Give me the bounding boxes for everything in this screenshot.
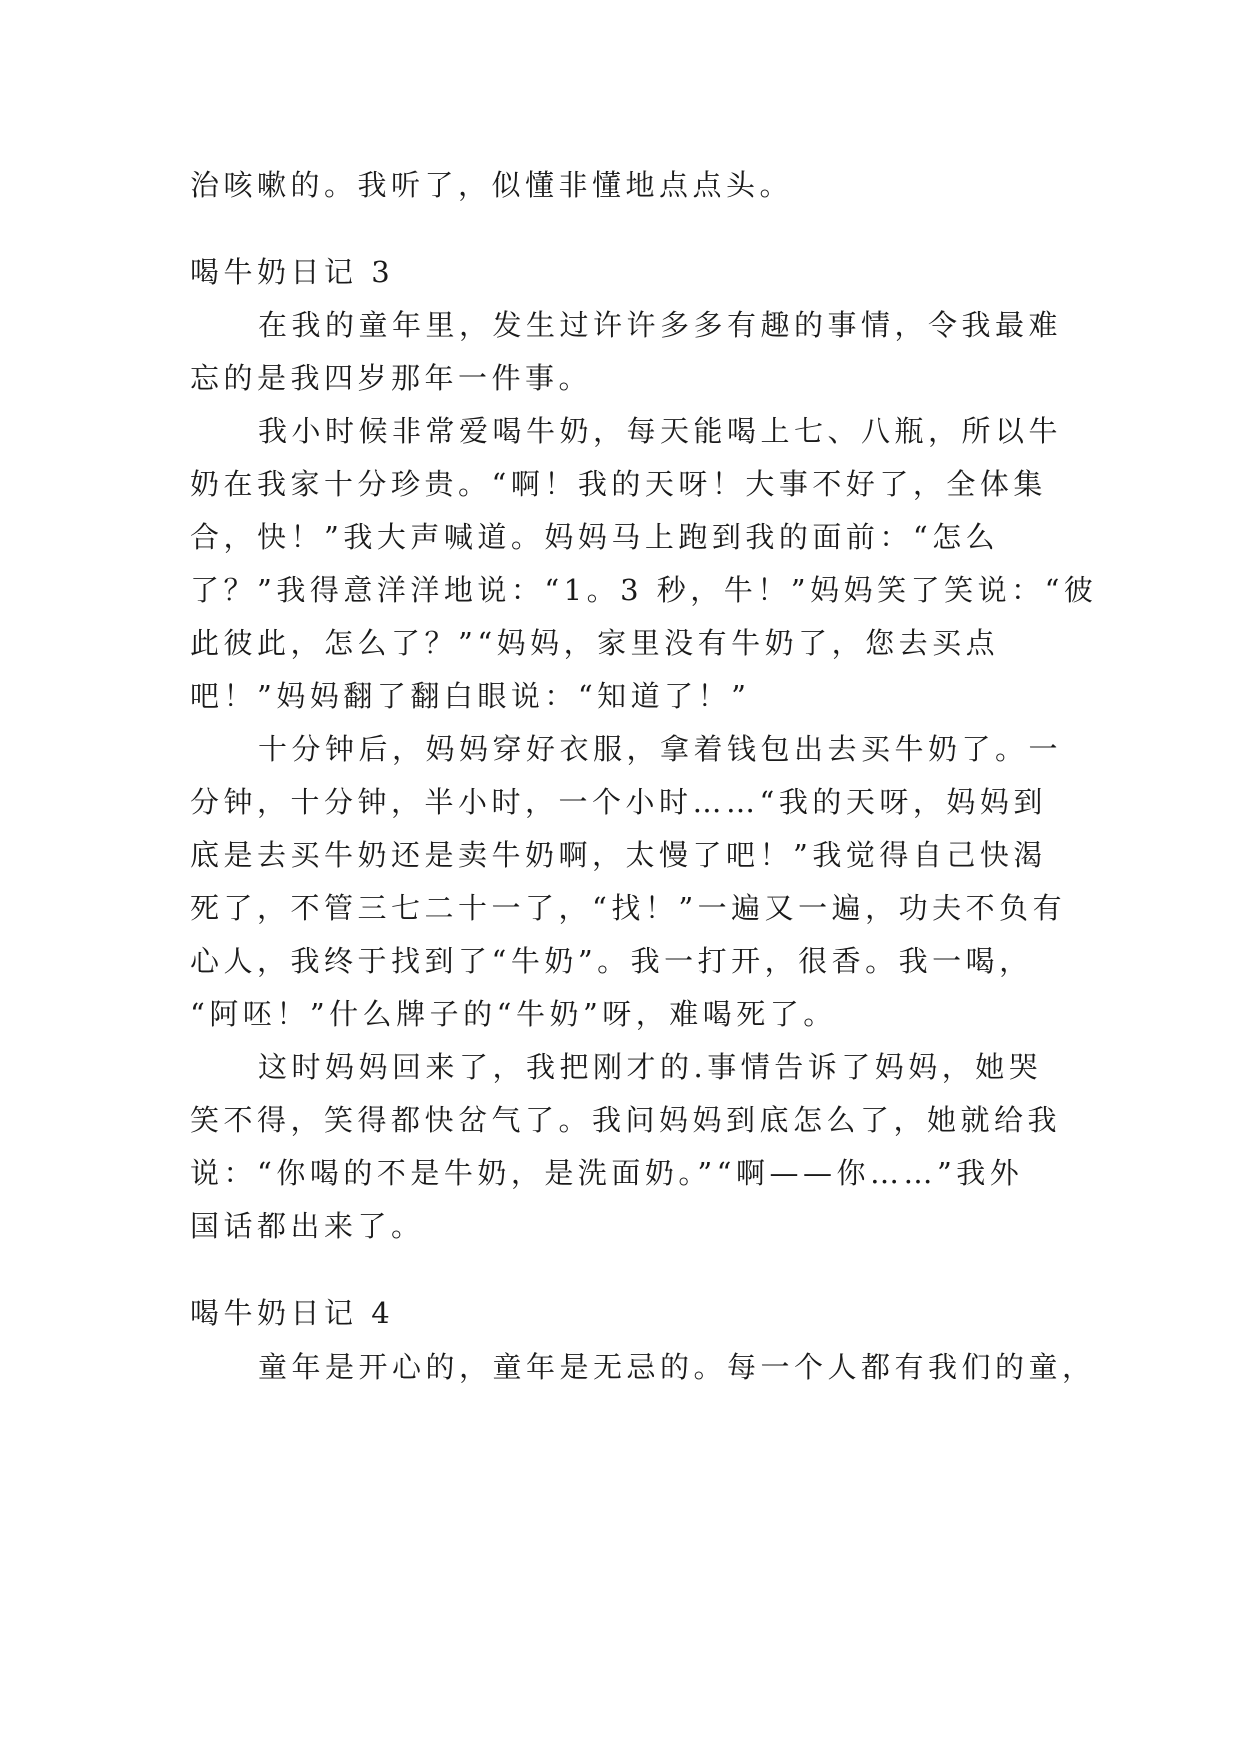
paragraph-line: 忘的是我四岁那年一件事。 bbox=[190, 361, 593, 395]
paragraph-line: 我小时候非常爱喝牛奶，每天能喝上七、八瓶，所以牛 bbox=[258, 414, 1063, 448]
paragraph-line: 分钟，十分钟，半小时，一个小时……“我的天呀，妈妈到 bbox=[190, 785, 1047, 819]
section-heading: 喝牛奶日记 3 bbox=[190, 255, 395, 289]
paragraph-line: 治咳嗽的。我听了，似懂非懂地点点头。 bbox=[190, 168, 794, 202]
paragraph-line: 奶在我家十分珍贵。“啊！我的天呀！大事不好了，全体集 bbox=[190, 467, 1047, 501]
paragraph-line: 国话都出来了。 bbox=[190, 1209, 425, 1243]
paragraph-line: 说：“你喝的不是牛奶，是洗面奶。”“啊——你……”我外 bbox=[190, 1156, 1024, 1190]
paragraph-line: 在我的童年里，发生过许许多多有趣的事情，令我最难 bbox=[258, 308, 1063, 342]
paragraph-line: 十分钟后，妈妈穿好衣服，拿着钱包出去买牛奶了。一 bbox=[258, 732, 1063, 766]
paragraph-line: 了？”我得意洋洋地说：“1。3 秒，牛！”妈妈笑了笑说：“彼 bbox=[190, 573, 1098, 607]
paragraph-line: 心人，我终于找到了“牛奶”。我一打开，很香。我一喝， bbox=[190, 944, 1033, 978]
paragraph-line: “阿呸！”什么牌子的“牛奶”呀，难喝死了。 bbox=[190, 997, 837, 1031]
paragraph-line: 底是去买牛奶还是卖牛奶啊，太慢了吧！”我觉得自己快渴 bbox=[190, 838, 1047, 872]
paragraph-line: 合，快！”我大声喊道。妈妈马上跑到我的面前：“怎么 bbox=[190, 520, 1000, 554]
paragraph-line: 笑不得，笑得都快岔气了。我问妈妈到底怎么了，她就给我 bbox=[190, 1103, 1062, 1137]
paragraph-line: 吧！”妈妈翻了翻白眼说：“知道了！” bbox=[190, 679, 751, 713]
paragraph-line: 此彼此，怎么了？”“妈妈，家里没有牛奶了，您去买点 bbox=[190, 626, 1000, 660]
paragraph-line: 死了，不管三七二十一了，“找！”一遍又一遍，功夫不负有 bbox=[190, 891, 1067, 925]
paragraph-line: 这时妈妈回来了，我把刚才的.事情告诉了妈妈，她哭 bbox=[258, 1050, 1043, 1084]
paragraph-line: 童年是开心的，童年是无忌的。每一个人都有我们的童， bbox=[258, 1350, 1096, 1384]
section-heading: 喝牛奶日记 4 bbox=[190, 1296, 395, 1330]
